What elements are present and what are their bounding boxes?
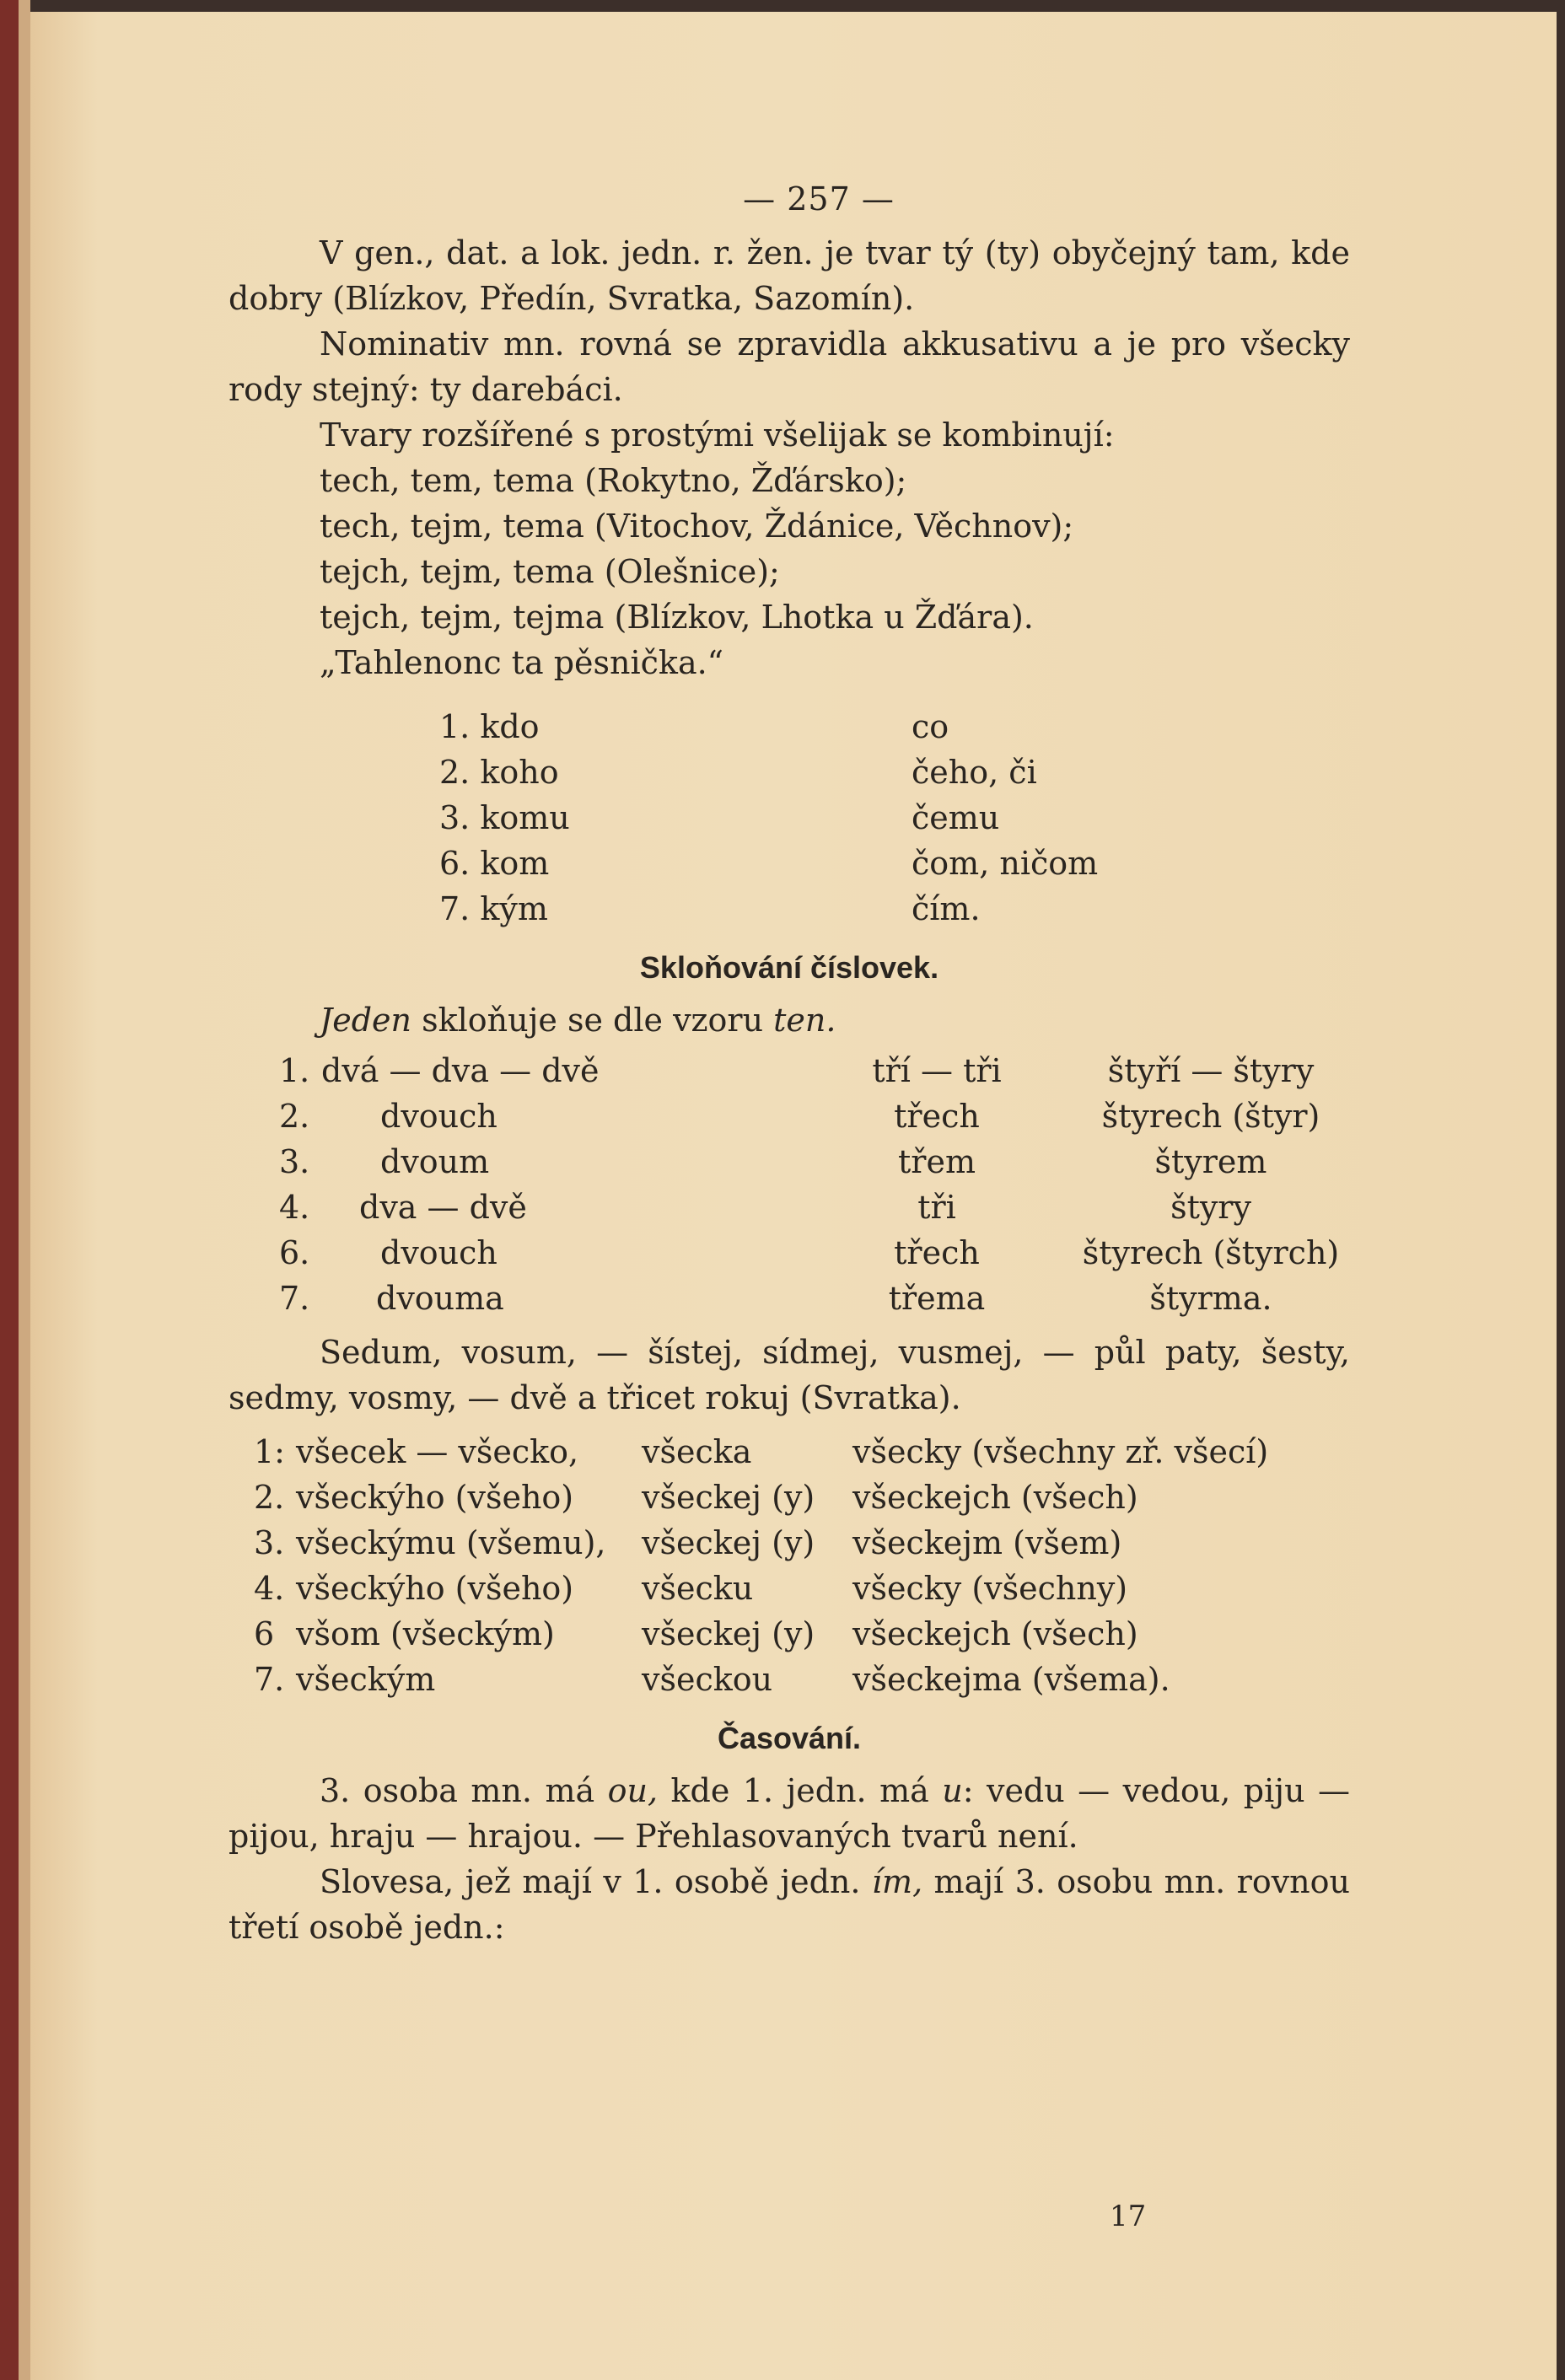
table-row: 7. kým čím. [439,890,981,927]
paragraph-jeden: Jeden skloňuje se dle vzoru ten. [320,1002,836,1039]
forms-list [229,458,1350,640]
paragraph-extended-forms: Tvary rozšířené s prostými všelijak se kombinují: [320,416,1115,454]
table-row: 1. dvá — dva — dvě tří — tři štyří — štyry [279,1052,1315,1089]
paragraph-nominative: Nominativ mn. rovná se zpravidla akkusativu a je pro všecky rody stejný: ty darebáci. [229,325,1350,408]
table-row: 2. všeckýho (všeho) všeckej (y) všeckejch (všech) [254,1479,1138,1516]
form-line: tech, tejm, tema (Vitochov, Ždánice, Věchnov); [320,508,1074,545]
heading-numerals: Skloňování číslovek. [639,950,939,985]
table-row: 6. dvouch třech štyrech (štyrch) [279,1234,1340,1271]
pronoun-table [229,704,1350,932]
table-row: 7. všeckým všeckou všeckejma (všema). [254,1661,1170,1698]
table-row: 1: všecek — všecko, všecka všecky (všechny zř. všecí) [254,1433,1269,1470]
table-row: 4. všeckýho (všeho) všecku všecky (všechny) [254,1570,1128,1607]
paragraph-verbs-1: 3. osoba mn. má ou, kde 1. jedn. má u: vedu — vedou, piju — pijou, hraju — hrajou. — Přehlasovaných tvarů není. [229,1772,1350,1855]
heading-verbs: Časování. [717,1721,862,1755]
book-spine-edge [19,0,30,2380]
paragraph-genitive: V gen., dat. a lok. jedn. r. žen. je tvar tý (ty) obyčejný tam, kde dobry (Blízkov, Předín, Svratka, Sazomín). [229,234,1350,317]
table-row: 3. komu čemu [439,799,1000,836]
numerals-table [229,1048,1350,1321]
vsecek-table [229,1429,1350,1702]
page-content [229,176,1350,1950]
table-row: 3. dvoum třem štyrem [279,1143,1267,1180]
table-row: 2. koho čeho, či [439,754,1037,791]
paragraph-sedum: Sedum, vosum, — šístej, sídmej, vusmej, — půl paty, šesty, sedmy, vosmy, — dvě a třicet rokuj (Svratka). [229,1334,1350,1416]
table-row: 2. dvouch třech štyrech (štyr) [279,1098,1320,1135]
scan-border-top [0,0,1565,12]
table-row: 7. dvouma třema štyrma. [279,1280,1272,1317]
form-line: tech, tem, tema (Rokytno, Žďársko); [320,462,907,499]
table-row: 3. všeckýmu (všemu), všeckej (y) všeckejm (všem) [254,1524,1122,1561]
book-page [30,12,1557,2380]
form-line: tejch, tejm, tejma (Blízkov, Lhotka u Žďára). [320,599,1034,636]
quote-line: „Tahlenonc ta pěsnička.“ [320,644,724,681]
printer-signature: 17 [1110,2200,1147,2233]
table-row: 1. kdo co [439,708,949,745]
form-line: tejch, tejm, tema (Olešnice); [320,553,780,590]
book-binding [0,0,19,2380]
page-number: — 257 — [743,180,895,218]
scan-border-right [1557,0,1565,2380]
paragraph-verbs-2: Slovesa, jež mají v 1. osobě jedn. ím, mají 3. osobu mn. rovnou třetí osobě jedn.: [229,1863,1350,1946]
table-row: 6 všom (všeckým) všeckej (y) všeckejch (všech) [254,1615,1138,1652]
table-row: 6. kom čom, ničom [439,845,1099,882]
table-row: 4. dva — dvě tři štyry [279,1189,1251,1226]
